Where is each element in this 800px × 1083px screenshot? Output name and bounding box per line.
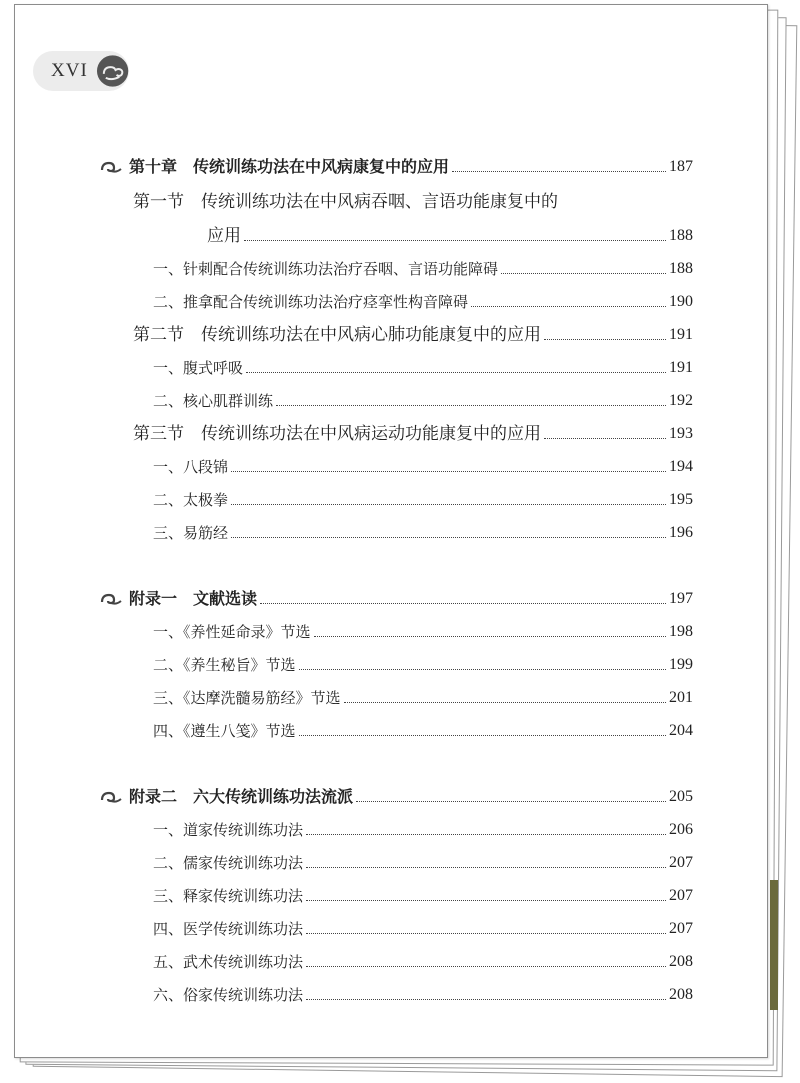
- toc-entry-item[interactable]: [153, 688, 693, 708]
- toc-entry-item[interactable]: [153, 886, 693, 906]
- toc-entry-label: 第一节 传统训练功法在中风病吞咽、言语功能康复中的: [133, 192, 558, 212]
- leader-dots: [544, 437, 666, 439]
- toc-entry-item[interactable]: [153, 622, 693, 642]
- toc-entry-label: 二、儒家传统训练功法: [153, 854, 304, 872]
- cover-edge: [770, 880, 778, 1010]
- toc-entry-section[interactable]: [133, 325, 693, 345]
- toc-entry-page: 192: [669, 392, 693, 409]
- toc-entry-item[interactable]: [153, 952, 693, 972]
- toc-entry-label: 六、俗家传统训练功法: [153, 986, 304, 1004]
- toc-entry-item[interactable]: [153, 523, 693, 543]
- toc-entry-item[interactable]: [153, 490, 693, 510]
- toc-entry-label: 三、易筋经: [153, 524, 229, 542]
- toc-entry-page: 188: [669, 227, 693, 244]
- leader-dots: [306, 899, 666, 901]
- toc-entry-page: 207: [669, 854, 693, 871]
- toc-entry-section-continued[interactable]: [207, 226, 693, 246]
- toc-entry-label: 一、八段锦: [153, 458, 229, 476]
- leader-dots: [244, 239, 666, 241]
- toc-entry-item[interactable]: [153, 919, 693, 939]
- toc-entry-item[interactable]: [153, 853, 693, 873]
- toc-entry-item[interactable]: [153, 292, 693, 312]
- page-number: XVI: [51, 60, 88, 81]
- toc-entry-item[interactable]: [153, 985, 693, 1005]
- leader-dots: [306, 998, 666, 1000]
- leader-dots: [260, 602, 666, 604]
- toc-entry-section[interactable]: [133, 424, 693, 444]
- leader-dots: [306, 965, 666, 967]
- toc-entry-chapter[interactable]: [129, 589, 693, 609]
- toc-entry-item[interactable]: [153, 457, 693, 477]
- cloud-bullet-icon: [99, 789, 123, 805]
- toc-entry-label: 第三节 传统训练功法在中风病运动功能康复中的应用: [133, 424, 541, 444]
- toc-entry-label: 五、武术传统训练功法: [153, 953, 304, 971]
- toc-entry-label: 二、核心肌群训练: [153, 392, 274, 410]
- toc-entry-section[interactable]: [133, 192, 693, 212]
- toc-entry-page: 197: [669, 590, 693, 607]
- cloud-bullet-icon: [99, 591, 123, 607]
- leader-dots: [231, 470, 666, 472]
- toc-entry-chapter[interactable]: [129, 157, 693, 177]
- toc-entry-label: 二、推拿配合传统训练功法治疗痉挛性构音障碍: [153, 293, 469, 311]
- toc-entry-label: 四、《遵生八笺》节选: [153, 722, 296, 740]
- leader-dots: [231, 503, 666, 505]
- toc-entry-label: 第十章 传统训练功法在中风病康复中的应用: [129, 157, 450, 176]
- toc-entry-page: 205: [669, 788, 693, 805]
- toc-entry-chapter[interactable]: [129, 787, 693, 807]
- toc-entry-item[interactable]: [153, 259, 693, 279]
- leader-dots: [501, 272, 666, 274]
- toc-entry-page: 190: [669, 293, 693, 310]
- toc-entry-item[interactable]: [153, 721, 693, 741]
- toc-entry-label: 一、针刺配合传统训练功法治疗吞咽、言语功能障碍: [153, 260, 499, 278]
- toc-entry-label: 四、医学传统训练功法: [153, 920, 304, 938]
- toc-entry-page: 193: [669, 425, 693, 442]
- toc-entry-item[interactable]: [153, 820, 693, 840]
- toc-entry-page: 187: [669, 158, 693, 175]
- leader-dots: [356, 800, 666, 802]
- leader-dots: [471, 305, 666, 307]
- toc-entry-label: 应用: [207, 226, 241, 246]
- toc-entry-page: 195: [669, 491, 693, 508]
- leader-dots: [306, 932, 666, 934]
- leader-dots: [276, 404, 666, 406]
- leader-dots: [299, 734, 666, 736]
- toc-entry-page: 188: [669, 260, 693, 277]
- cloud-ornament-icon: [96, 54, 129, 88]
- toc-entry-page: 194: [669, 458, 693, 475]
- toc-entry-page: 208: [669, 986, 693, 1003]
- toc-entry-label: 一、《养性延命录》节选: [153, 623, 311, 641]
- toc-entry-page: 191: [669, 359, 693, 376]
- toc-entry-item[interactable]: [153, 655, 693, 675]
- toc-entry-page: 207: [669, 887, 693, 904]
- toc-entry-label: 附录一 文献选读: [129, 589, 258, 608]
- leader-dots: [299, 668, 666, 670]
- leader-dots: [306, 833, 666, 835]
- leader-dots: [544, 338, 666, 340]
- leader-dots: [344, 701, 666, 703]
- leader-dots: [306, 866, 666, 868]
- toc-entry-page: 198: [669, 623, 693, 640]
- toc-entry-page: 199: [669, 656, 693, 673]
- toc-entry-item[interactable]: [153, 358, 693, 378]
- toc-entry-page: 204: [669, 722, 693, 739]
- toc-entry-page: 196: [669, 524, 693, 541]
- toc-entry-label: 三、释家传统训练功法: [153, 887, 304, 905]
- toc-entry-label: 三、《达摩洗髓易筋经》节选: [153, 689, 341, 707]
- toc-entry-label: 二、太极拳: [153, 491, 229, 509]
- toc-entry-page: 208: [669, 953, 693, 970]
- toc-entry-label: 附录二 六大传统训练功法流派: [129, 787, 354, 806]
- toc-entry-item[interactable]: [153, 391, 693, 411]
- toc-entry-label: 一、腹式呼吸: [153, 359, 244, 377]
- toc-entry-page: 201: [669, 689, 693, 706]
- toc-entry-page: 207: [669, 920, 693, 937]
- toc-entry-label: 二、《养生秘旨》节选: [153, 656, 296, 674]
- cloud-bullet-icon: [99, 159, 123, 175]
- toc-entry-page: 191: [669, 326, 693, 343]
- leader-dots: [246, 371, 666, 373]
- toc-entry-label: 一、道家传统训练功法: [153, 821, 304, 839]
- toc-entry-page: 206: [669, 821, 693, 838]
- toc-entry-label: 第二节 传统训练功法在中风病心肺功能康复中的应用: [133, 325, 541, 345]
- page-number-tab: [33, 51, 129, 91]
- toc-page: [14, 4, 768, 1058]
- leader-dots: [314, 635, 666, 637]
- leader-dots: [231, 536, 666, 538]
- leader-dots: [452, 170, 666, 172]
